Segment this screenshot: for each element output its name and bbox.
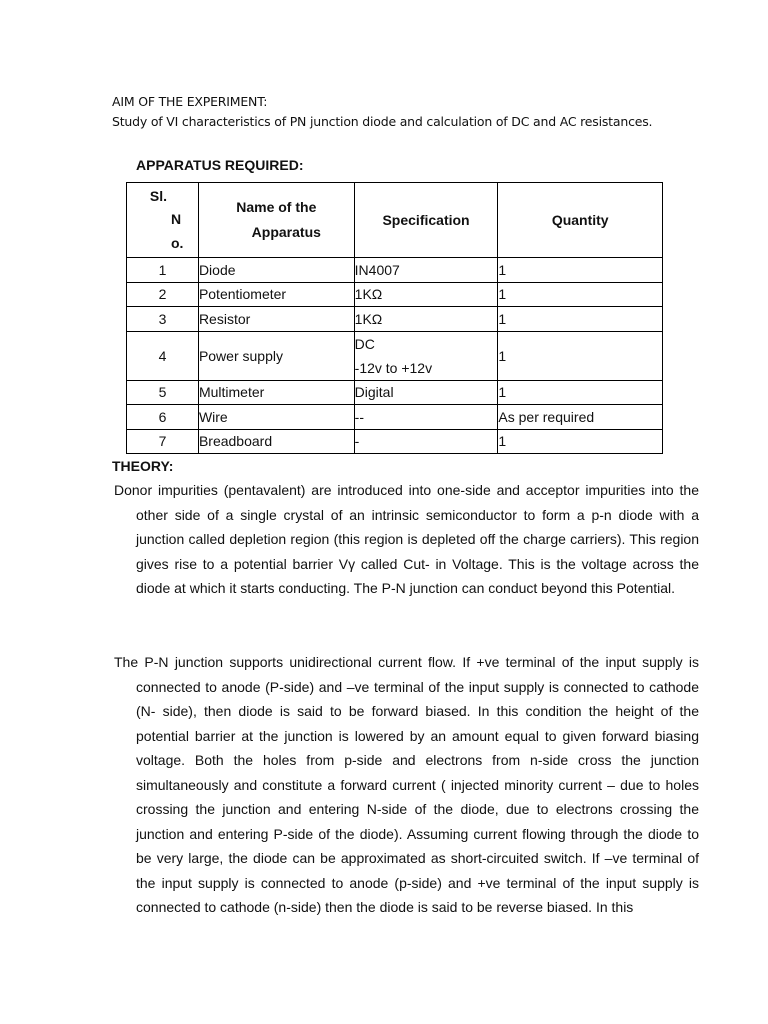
cell-name: Breadboard bbox=[198, 429, 354, 454]
cell-sl: 2 bbox=[127, 282, 199, 307]
table-row bbox=[127, 282, 663, 307]
cell-name: Power supply bbox=[198, 331, 354, 380]
cell-spec-line: DC bbox=[354, 335, 375, 352]
cell-qty: 1 bbox=[498, 282, 663, 307]
cell-name: Multimeter bbox=[198, 380, 354, 405]
aim-text: Study of VI characteristics of PN junction diode and calculation of DC and AC resistances. bbox=[112, 114, 653, 129]
cell-spec: IN4007 bbox=[354, 258, 498, 283]
cell-qty: 1 bbox=[498, 380, 663, 405]
header-sl-line: Sl. bbox=[149, 187, 168, 204]
header-sl-no bbox=[127, 183, 199, 258]
table-row bbox=[127, 331, 663, 380]
table-row bbox=[127, 380, 663, 405]
cell-sl: 1 bbox=[127, 258, 199, 283]
apparatus-table bbox=[126, 182, 663, 454]
table-row bbox=[127, 258, 663, 283]
cell-sl: 3 bbox=[127, 307, 199, 332]
table-row bbox=[127, 405, 663, 430]
apparatus-heading: APPARATUS REQUIRED: bbox=[136, 157, 304, 173]
table-row bbox=[127, 429, 663, 454]
cell-qty: 1 bbox=[498, 307, 663, 332]
cell-sl: 7 bbox=[127, 429, 199, 454]
cell-spec bbox=[354, 331, 498, 380]
header-name bbox=[198, 183, 354, 258]
cell-spec: -- bbox=[354, 405, 498, 430]
theory-paragraph: Donor impurities (pentavalent) are introduced into one-side and acceptor impurities into the other side of a single crystal of an intrinsic semiconductor to form a p-n diode with a junction called depletion region (this region is depleted off the charge carriers). This region gives rise to a potential barrier Vγ called Cut- in Voltage. This is the voltage across the diode at which it starts conducting. The P-N junction can conduct beyond this Potential. bbox=[114, 482, 699, 596]
header-name-line: Name of the bbox=[236, 199, 317, 215]
cell-name: Resistor bbox=[198, 307, 354, 332]
cell-sl: 6 bbox=[127, 405, 199, 430]
cell-sl: 4 bbox=[127, 331, 199, 380]
theory-paragraph: The P-N junction supports unidirectional current flow. If +ve terminal of the input supply is connected to anode (P-side) and –ve terminal of the input supply is connected to cathode (N- side), then diode is said to be forward biased. In this condition the height of the potential barrier at the junction is lowered by an amount equal to given forward biasing voltage. Both the holes from p-side and electrons from n-side cross the junction simultaneously and constitute a forward current ( injected minority current – due to holes crossing the junction and entering N-side of the diode, due to electrons crossing the junction and entering P-side of the diode). Assuming current flowing through the diode to be very large, the diode can be approximated as short-circuited switch. If –ve terminal of the input supply is connected to anode (p-side) and +ve terminal of the input supply is connected to cathode (n-side) then the diode is said to be reverse biased. In this bbox=[114, 654, 699, 915]
cell-spec-line: -12v to +12v bbox=[354, 359, 433, 376]
cell-qty: As per required bbox=[498, 405, 663, 430]
cell-spec: Digital bbox=[354, 380, 498, 405]
aim-heading: AIM OF THE EXPERIMENT: bbox=[112, 94, 268, 109]
cell-name: Wire bbox=[198, 405, 354, 430]
cell-spec: 1KΩ bbox=[354, 282, 498, 307]
cell-qty: 1 bbox=[498, 258, 663, 283]
cell-spec: 1KΩ bbox=[354, 307, 498, 332]
table-row bbox=[127, 307, 663, 332]
cell-name: Potentiometer bbox=[198, 282, 354, 307]
cell-sl: 5 bbox=[127, 380, 199, 405]
header-sl-line: o. bbox=[171, 234, 184, 251]
header-name-line: Apparatus bbox=[251, 224, 321, 240]
header-specification: Specification bbox=[354, 183, 498, 258]
cell-spec: - bbox=[354, 429, 498, 454]
cell-qty: 1 bbox=[498, 429, 663, 454]
table-header-row bbox=[127, 183, 663, 258]
header-sl-line: N bbox=[171, 211, 182, 228]
header-quantity: Quantity bbox=[498, 183, 663, 258]
cell-name: Diode bbox=[198, 258, 354, 283]
theory-heading: THEORY: bbox=[112, 458, 174, 474]
cell-qty: 1 bbox=[498, 331, 663, 380]
